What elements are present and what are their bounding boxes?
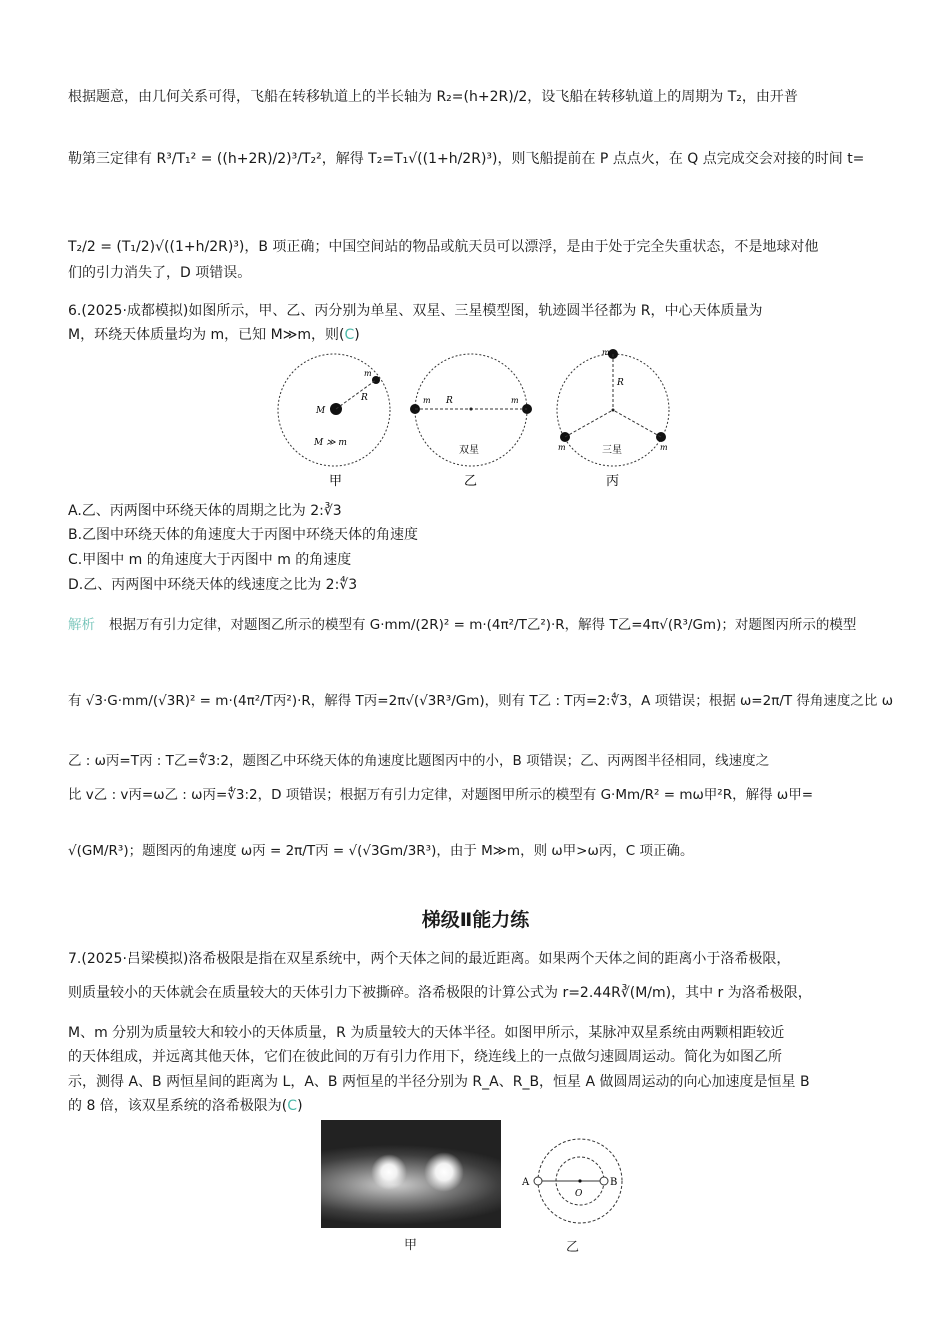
q6-analysis-line-2: 有 √3·G·mm/(√3R)² = m·(4π²/T丙²)·R，解得 T丙=2π√(√3R³/Gm)，则有 T乙 : T丙=2:∜3，A 项错误；根据 ω=2π/T 得角速度之比 ω xyxy=(68,693,894,709)
figure-yi-binary-star xyxy=(410,354,532,489)
svg-text:m: m xyxy=(511,396,519,405)
label-M: M xyxy=(316,406,326,416)
p5-line-1: 根据题意，由几何关系可得，飞船在转移轨道上的半长轴为 R₂=(h+2R)/2，设飞船在转移轨道上的周期为 T₂，由开普 xyxy=(68,89,798,105)
q6-stem-text: M，环绕天体质量均为 m，已知 M≫m，则( xyxy=(68,327,345,343)
svg-text:m: m xyxy=(602,348,610,357)
label-A: A xyxy=(522,1177,530,1188)
q6-answer: C xyxy=(344,327,355,343)
q6-stem-close: ) xyxy=(354,327,360,343)
q6-analysis-line-4: 比 v乙 : v丙=ω乙 : ω丙=∜3:2，D 项错误；根据万有引力定律，对题图甲所示的模型有 G·Mm/R² = mω甲²R，解得 ω甲= xyxy=(68,787,814,803)
label-yi: 乙 xyxy=(464,474,478,489)
analysis-label: 解析 xyxy=(68,617,95,633)
q7-line-5: 示，测得 A、B 两恒星间的距离为 L，A、B 两恒星的半径分别为 R_A、R_B，恒星 A 做圆周运动的向心加速度是恒星 B xyxy=(68,1074,810,1090)
label-relation: M ≫ m xyxy=(314,438,347,448)
label-sanxing: 三星 xyxy=(602,445,622,456)
p5-line-4: 们的引力消失了，D 项错误。 xyxy=(68,265,252,281)
svg-text:R: R xyxy=(446,396,453,406)
label-R: R xyxy=(361,393,368,403)
q7-orbit-diagram xyxy=(518,1128,628,1232)
section-title: 梯级Ⅱ能力练 xyxy=(421,909,530,931)
figure-bing-triple-star xyxy=(557,348,669,489)
svg-text:m: m xyxy=(558,443,566,452)
q7-answer: C xyxy=(287,1098,298,1114)
svg-text:R: R xyxy=(617,378,624,388)
q6-stem-line-2 xyxy=(68,324,883,346)
label-shuangxing: 双星 xyxy=(459,445,479,456)
p5-line-3: T₂/2 = (T₁/2)√((1+h/2R)³)，B 项正确；中国空间站的物品或航天员可以漂浮，是由于处于完全失重状态，不是地球对他 xyxy=(68,239,819,255)
q7-photo-binary-star xyxy=(321,1120,501,1228)
q6-analysis-line-5: √(GM/R³)；题图丙的角速度 ω丙 = 2π/T丙 = √(√3Gm/3R³)，由于 M≫m，则 ω甲>ω丙，C 项正确。 xyxy=(68,843,694,859)
q6-option-b: B.乙图中环绕天体的角速度大于丙图中环绕天体的角速度 xyxy=(68,527,419,543)
q6-analysis-line-1: 解析 根据万有引力定律，对题图乙所示的模型有 G·mm/(2R)² = m·(4π²/T乙²)·R，解得 T乙=4π√(R³/Gm)；对题图丙所示的模型 xyxy=(68,617,857,633)
q7-line-6: 的 8 倍，该双星系统的洛希极限为(C) xyxy=(68,1098,303,1114)
document-page xyxy=(68,0,894,1344)
q6-option-d: D.乙、丙两图中环绕天体的线速度之比为 2:∜3 xyxy=(68,577,358,593)
star-a-glow xyxy=(371,1154,407,1190)
q7-line-4: 的天体组成，并远离其他天体，它们在彼此间的万有引力作用下，绕连线上的一点做匀速圆周运动。简化为如图乙所 xyxy=(68,1049,782,1065)
label-m: m xyxy=(364,369,372,378)
label-bing: 丙 xyxy=(606,474,620,489)
svg-text:m: m xyxy=(423,396,431,405)
q7-label-yi: 乙 xyxy=(566,1240,580,1255)
label-O: O xyxy=(575,1189,583,1199)
q6-figure xyxy=(276,345,676,495)
q7-line-1: 7.(2025·吕梁模拟)洛希极限是指在双星系统中，两个天体之间的最近距离。如果两个天体之间的距离小于洛希极限， xyxy=(68,951,791,967)
q6-stem-line-1: 6.(2025·成都模拟)如图所示，甲、乙、丙分别为单星、双星、三星模型图，轨迹圆半径都为 R，中心天体质量为 xyxy=(68,303,763,319)
q6-option-a: A.乙、丙两图中环绕天体的周期之比为 2:∛3 xyxy=(68,503,342,519)
star-b-glow xyxy=(424,1152,464,1192)
figure-jia-single-star xyxy=(278,354,390,489)
q7-label-jia: 甲 xyxy=(404,1238,418,1253)
label-B: B xyxy=(610,1177,618,1188)
q7-line-3: M、m 分别为质量较大和较小的天体质量，R 为质量较大的天体半径。如图甲所示，某脉冲双星系统由两颗相距较近 xyxy=(68,1025,785,1041)
label-jia: 甲 xyxy=(329,474,343,489)
svg-text:m: m xyxy=(660,443,668,452)
q6-option-c: C.甲图中 m 的角速度大于丙图中 m 的角速度 xyxy=(68,552,352,568)
q6-analysis-line-3: 乙 : ω丙=T丙 : T乙=∜3:2，题图乙中环绕天体的角速度比题图丙中的小，B 项错误；乙、丙两图半径相同，线速度之 xyxy=(68,753,770,769)
q7-line-2: 则质量较小的天体就会在质量较大的天体引力下被撕碎。洛希极限的计算公式为 r=2.44R∛(M/m)，其中 r 为洛希极限， xyxy=(68,985,812,1001)
p5-line-2: 勒第三定律有 R³/T₁² = ((h+2R)/2)³/T₂²，解得 T₂=T₁√((1+h/2R)³)，则飞船提前在 P 点点火，在 Q 点完成交会对接的时间 t= xyxy=(68,151,865,167)
